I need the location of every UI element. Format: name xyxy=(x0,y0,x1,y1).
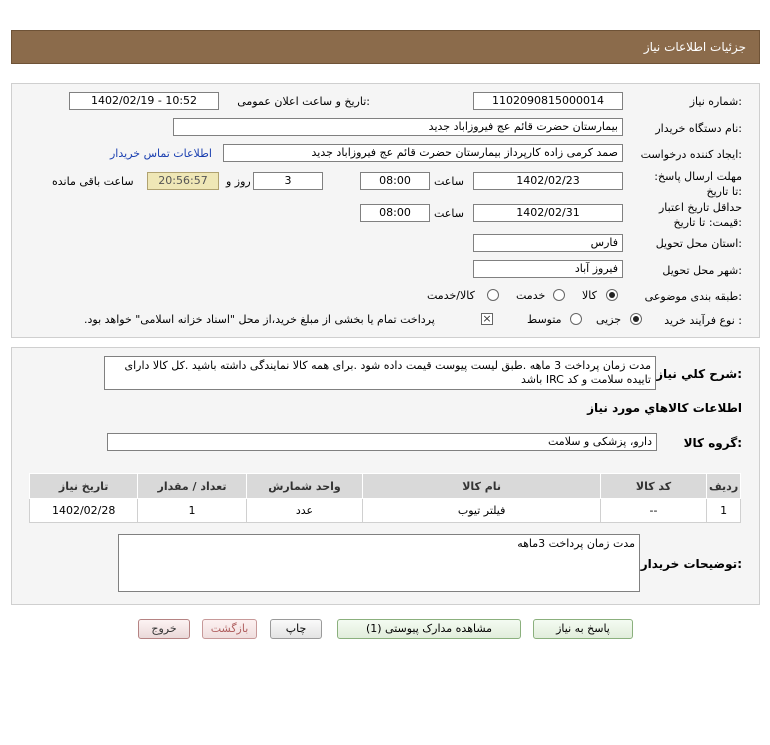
summary-label: شرح کلي نياز: xyxy=(656,367,742,381)
need-number-label: شماره نیاز: xyxy=(689,95,742,108)
cell-name: فیلتر تیوب xyxy=(363,499,601,523)
attachments-button[interactable]: مشاهده مدارک پیوستی (1) xyxy=(337,619,521,639)
category-radio-goods-service[interactable] xyxy=(487,289,499,301)
col-code: کد کالا xyxy=(600,474,706,499)
validity-label xyxy=(647,200,742,230)
print-button[interactable]: چاپ xyxy=(270,619,322,639)
exit-button[interactable]: خروج xyxy=(138,619,190,639)
reply-time-field: 08:00 xyxy=(360,172,430,190)
reply-time-label: ساعت xyxy=(434,175,464,188)
col-unit: واحد شمارش xyxy=(246,474,363,499)
page-header xyxy=(11,30,760,64)
buyer-notes-box xyxy=(118,534,640,592)
summary-text: مدت زمان پرداخت 3 ماهه .طبق لیست پیوست قیمت داده شود .برای همه کالا نمایندگی داشته باشید .کل کالا دارای تاییده سلامت و کد IRC باشد xyxy=(124,359,651,386)
need-number-field: 1102090815000014 xyxy=(473,92,623,110)
city-label: شهر محل تحویل: xyxy=(662,264,742,277)
process-radio-medium[interactable] xyxy=(570,313,582,325)
requester-field: صمد کرمی زاده کارپرداز بیمارستان حضرت قائم عج فیروزاباد جدید xyxy=(223,144,623,162)
goods-info-title: اطلاعات کالاهاي مورد نياز xyxy=(587,401,742,415)
col-date: تاریخ نیاز xyxy=(30,474,138,499)
announce-date-field: 1402/02/19 - 10:52 xyxy=(69,92,219,110)
category-option-service: خدمت xyxy=(516,289,546,302)
table-row xyxy=(30,499,741,523)
days-label: روز و xyxy=(226,175,251,188)
process-option-medium: متوسط xyxy=(527,313,562,326)
page-title: جزئیات اطلاعات نیاز xyxy=(643,40,746,54)
province-label: استان محل تحویل: xyxy=(655,237,742,250)
validity-date-field: 1402/02/31 xyxy=(473,204,623,222)
cell-code: -- xyxy=(600,499,706,523)
col-name: نام کالا xyxy=(363,474,601,499)
process-option-minor: جزیی xyxy=(596,313,622,326)
days-field: 3 xyxy=(253,172,323,190)
buyer-org-field: بیمارستان حضرت قائم عج فیروزاباد جدید xyxy=(173,118,623,136)
remaining-time-field: 20:56:57 xyxy=(147,172,219,190)
city-field: فیروز آباد xyxy=(473,260,623,278)
validity-time-label: ساعت xyxy=(434,207,464,220)
goods-group-label: گروه کالا: xyxy=(683,436,742,450)
category-radio-goods[interactable] xyxy=(606,289,618,301)
cell-date: 1402/02/28 xyxy=(30,499,138,523)
summary-box xyxy=(104,356,656,390)
back-button[interactable]: بازگشت xyxy=(202,619,257,639)
buyer-org-label: نام دستگاه خریدار: xyxy=(655,122,742,135)
remaining-label: ساعت باقی مانده xyxy=(52,175,134,188)
treasury-checkbox[interactable]: × xyxy=(482,312,492,325)
goods-group-field: دارو، پزشکی و سلامت xyxy=(107,433,657,451)
category-label: طبقه بندی موضوعی: xyxy=(644,290,742,303)
reply-button[interactable]: پاسخ به نیاز xyxy=(533,619,633,639)
reply-deadline-label xyxy=(652,169,742,199)
category-option-goods: کالا xyxy=(582,289,597,302)
cell-qty: 1 xyxy=(138,499,246,523)
validity-time-field: 08:00 xyxy=(360,204,430,222)
col-qty: تعداد / مقدار xyxy=(138,474,246,499)
buyer-notes-label: توضیحات خریدار: xyxy=(640,557,742,571)
category-option-goods-service: کالا/خدمت xyxy=(427,289,475,302)
reply-date-field: 1402/02/23 xyxy=(473,172,623,190)
goods-table xyxy=(29,473,741,523)
payment-note: پرداخت تمام یا بخشی از مبلغ خرید،از محل "اسناد خزانه اسلامی" خواهد بود. xyxy=(84,313,435,326)
process-label: نوع فرآیند خرید : xyxy=(664,314,742,327)
announce-date-label: تاریخ و ساعت اعلان عمومی: xyxy=(237,95,370,108)
category-radio-service[interactable] xyxy=(553,289,565,301)
cell-row: 1 xyxy=(707,499,741,523)
cell-unit: عدد xyxy=(246,499,363,523)
province-field: فارس xyxy=(473,234,623,252)
requester-label: ایجاد کننده درخواست: xyxy=(640,148,742,161)
goods-table-header xyxy=(30,474,741,499)
process-radio-minor[interactable] xyxy=(630,313,642,325)
col-row: ردیف xyxy=(707,474,741,499)
reply-deadline-text: مهلت ارسال پاسخ: تا تاریخ: xyxy=(654,170,742,198)
buyer-notes-text: مدت زمان پرداخت 3ماهه xyxy=(517,537,635,550)
buyer-contact-link[interactable]: اطلاعات تماس خریدار xyxy=(110,147,212,160)
validity-text: حداقل تاریخ اعتبار قیمت: تا تاریخ: xyxy=(658,201,742,229)
